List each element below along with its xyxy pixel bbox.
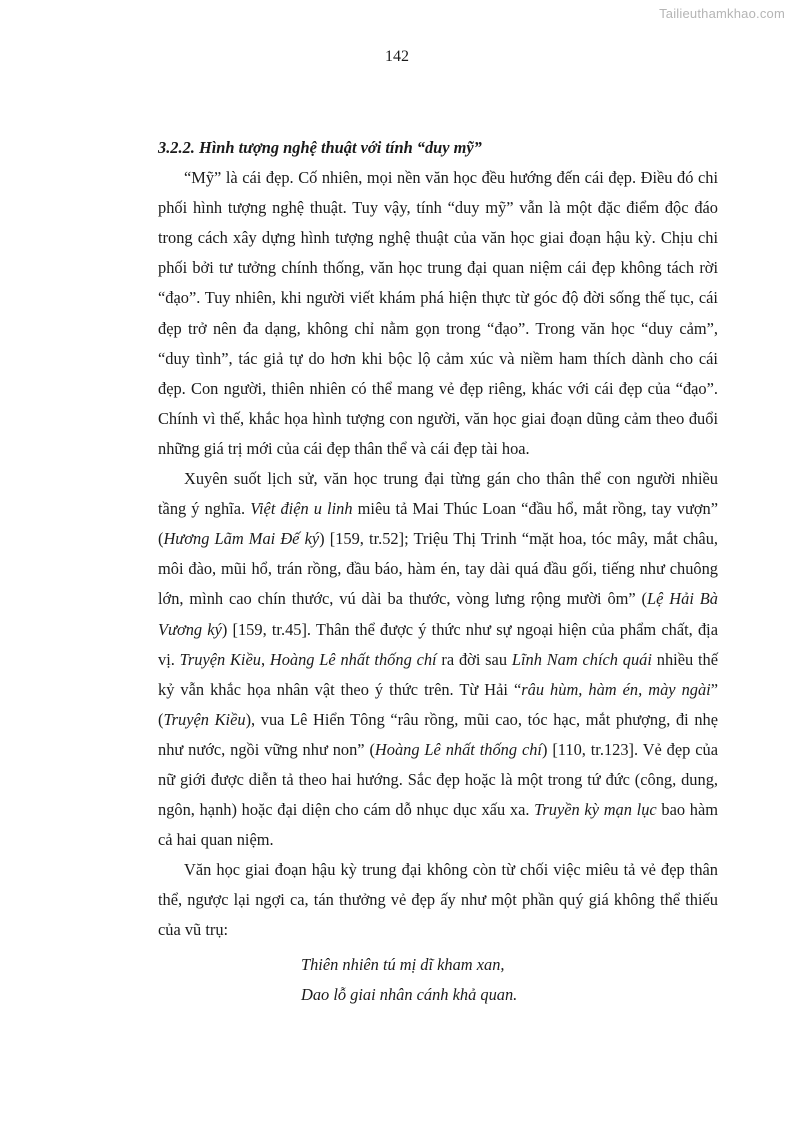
text-run: ) [110, tr.123]. Vẻ đẹp của nữ giới được diễn tả theo hai hướng. Sắc đẹp hoặc là một trong tứ đức (công, dung, ngôn, hạnh) hoặc đại diện cho cám dỗ nhục dục xấu xa. — [158, 739, 718, 820]
work-title: Lĩnh Nam chích quái — [511, 649, 652, 669]
section-heading: 3.2.2. Hình tượng nghệ thuật với tính “duy mỹ” — [158, 138, 482, 157]
text-run: ” ( — [158, 679, 718, 729]
paragraph-3: Văn học giai đoạn hậu kỳ trung đại không còn từ chối việc miêu tả vẻ đẹp thân thể, ngược lại ngợi ca, tán thưởng vẻ đẹp ấy như một phần quý giá không thể thiếu của vũ trụ: — [158, 860, 718, 940]
work-title: Việt điện u linh — [250, 499, 353, 519]
text-run: Xuyên suốt lịch sử, văn học trung đại từng gán cho thân thể con người nhiều tầng ý nghĩa. — [158, 469, 718, 519]
poem-line: Dao lỗ giai nhân cánh khả quan. — [301, 984, 518, 1004]
text-run: nhiều thế kỷ vẫn khắc họa nhân vật theo ý thức trên. Từ Hải “ — [158, 649, 718, 699]
text-run: ) [159, tr.52]; Triệu Thị Trinh “mặt hoa, tóc mây, mắt châu, môi đào, mũi hổ, trán rồng, đầu báo, hàm én, tay dài quá đầu gối, tiếng như chuông lớn, mình cao chín thước, vú dài ba thước, vòng lưng rộng mười ôm” ( — [158, 529, 718, 609]
work-title: Hoàng Lê nhất thống chí — [374, 739, 542, 759]
quoted-phrase: râu hùm, hàm én, mày ngài — [521, 679, 711, 699]
text-run: ), vua Lê Hiển Tông “râu rồng, mũi cao, tóc hạc, mắt phượng, đi nhẹ như nước, ngồi vững như non” ( — [158, 709, 719, 759]
document-body — [158, 133, 718, 1010]
work-title: Truyện Kiều — [179, 649, 261, 669]
text-run: bao hàm cả hai quan niệm. — [158, 800, 719, 850]
watermark: Tailieuthamkhao.com — [659, 6, 785, 21]
text-run: ra đời sau — [436, 649, 512, 669]
poem-line: Thiên nhiên tú mị dĩ kham xan, — [301, 954, 505, 974]
paragraph-2 — [158, 464, 718, 855]
work-title: Truyền kỳ mạn lục — [534, 800, 657, 820]
work-title: Hương Lãm Mai Đế ký — [163, 529, 320, 549]
work-title: Lệ Hải Bà Vương ký — [158, 589, 718, 639]
paragraph-1: “Mỹ” là cái đẹp. Cố nhiên, mọi nền văn học đều hướng đến cái đẹp. Điều đó chi phối hình tượng nghệ thuật. Tuy vậy, tính “duy mỹ” vẫn là một đặc điểm độc đáo trong cách xây dựng hình tượng nghệ thuật của văn học giai đoạn hậu kỳ. Chịu chi phối bởi tư tưởng chính thống, văn học trung đại quan niệm cái đẹp không tách rời “đạo”. Tuy nhiên, khi người viết khám phá hiện thực từ góc độ đời sống thế tục, cái đẹp trở nên đa dạng, không chỉ nằm gọn trong “đạo”. Trong văn học “duy cảm”, “duy tình”, tác giả tự do hơn khi bộc lộ cảm xúc và niềm ham thích dành cho cái đẹp. Con người, thiên nhiên có thể mang vẻ đẹp riêng, khác với cái đẹp của “đạo”. Chính vì thế, khắc họa hình tượng con người, văn học giai đoạn dũng cảm theo đuổi những giá trị mới của cái đẹp thân thể và cái đẹp tài hoa. — [158, 168, 718, 458]
text-run: miêu tả Mai Thúc Loan “đầu hổ, mắt rồng, tay vượn” ( — [158, 499, 718, 549]
text-run: , — [260, 649, 270, 669]
poem-quote — [158, 950, 718, 1010]
page-number: 142 — [385, 48, 409, 65]
text-run: ) [159, tr.45]. Thân thể được ý thức như sự ngoại hiện của phẩm chất, địa vị. — [158, 619, 718, 669]
work-title: Hoàng Lê nhất thống chí — [269, 649, 437, 669]
work-title: Truyện Kiều — [163, 709, 246, 729]
